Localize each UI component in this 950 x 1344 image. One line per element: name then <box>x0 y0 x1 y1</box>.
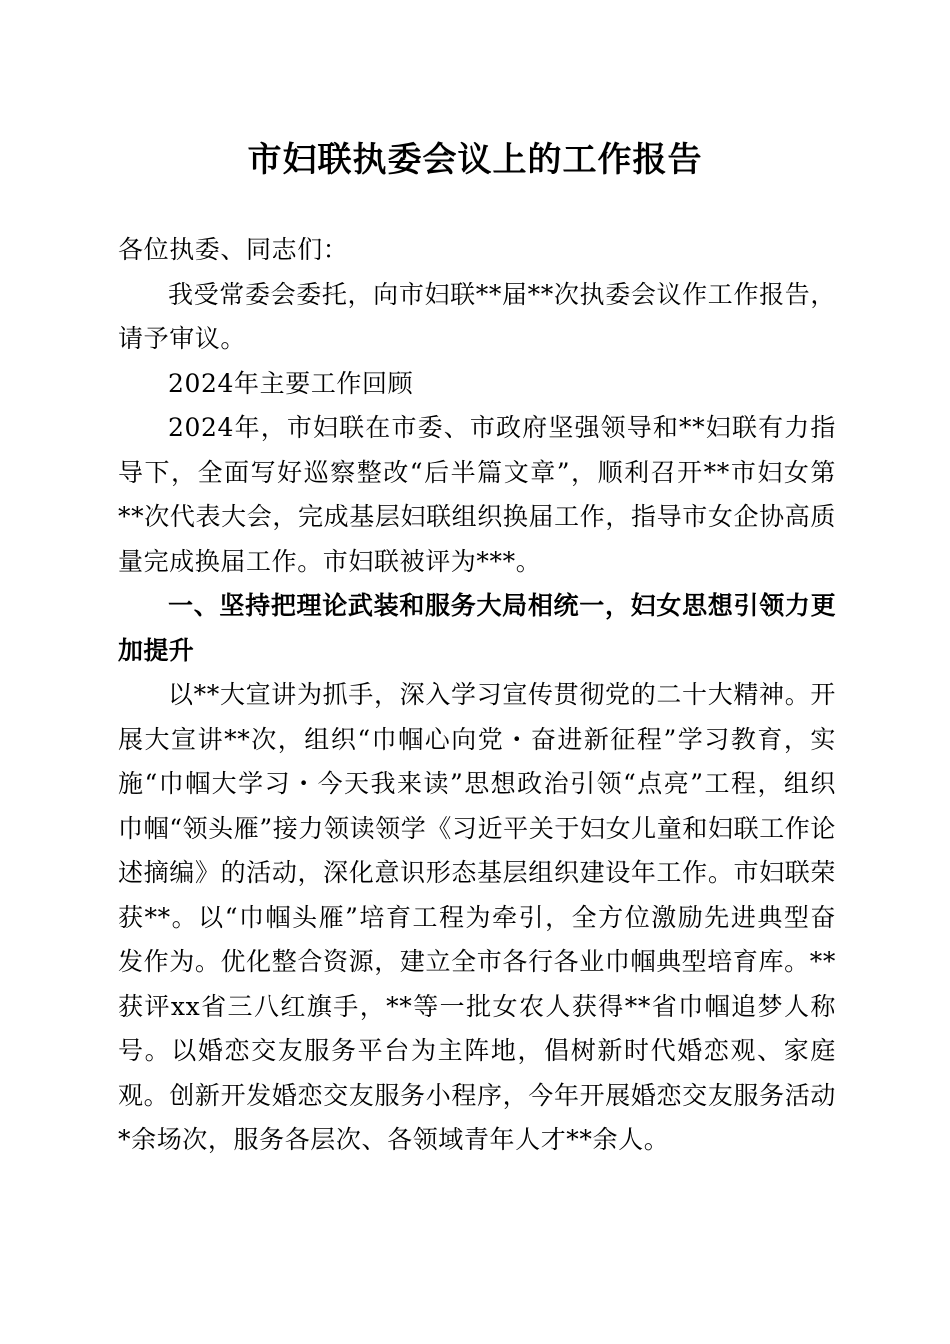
review-paragraph: 2024年，市妇联在市委、市政府坚强领导和**妇联有力指导下，全面写好巡察整改“后半篇文章”，顺利召开**市妇女第**次代表大会，完成基层妇联组织换届工作，指导市女企协高质量完成换届工作。市妇联被评为***。 <box>118 413 836 576</box>
intro-paragraph: 我受常委会委托，向市妇联**届**次执委会议作工作报告，请予审议。 <box>118 279 836 353</box>
document-title: 市妇联执委会议上的工作报告 <box>247 140 703 180</box>
section-review-title: 2024年主要工作回顾 <box>168 368 414 398</box>
document-body <box>118 228 836 1163</box>
body-paragraph-1: 以**大宣讲为抓手，深入学习宣传贯彻党的二十大精神。开展大宣讲**次，组织“巾帼心向党・奋进新征程”学习教育，实施“巾帼大学习・今天我来读”思想政治引领“点亮”工程，组织巾帼“领头雁”接力领读领学《习近平关于妇女儿童和妇联工作论述摘编》的活动，深化意识形态基层组织建设年工作。市妇联荣获**。以“巾帼头雁”培育工程为牵引，全方位激励先进典型奋发作为。优化整合资源，建立全市各行各业巾帼典型培育库。**获评xx省三八红旗手，**等一批女农人获得**省巾帼追梦人称号。以婚恋交友服务平台为主阵地，倡树新时代婚恋观、家庭观。创新开发婚恋交友服务小程序，今年开展婚恋交友服务活动*余场次，服务各层次、各领域青年人才**余人。 <box>118 680 836 1154</box>
section-heading-1: 一、坚持把理论武装和服务大局相统一，妇女思想引领力更加提升 <box>118 591 836 665</box>
salutation: 各位执委、同志们： <box>118 235 349 264</box>
